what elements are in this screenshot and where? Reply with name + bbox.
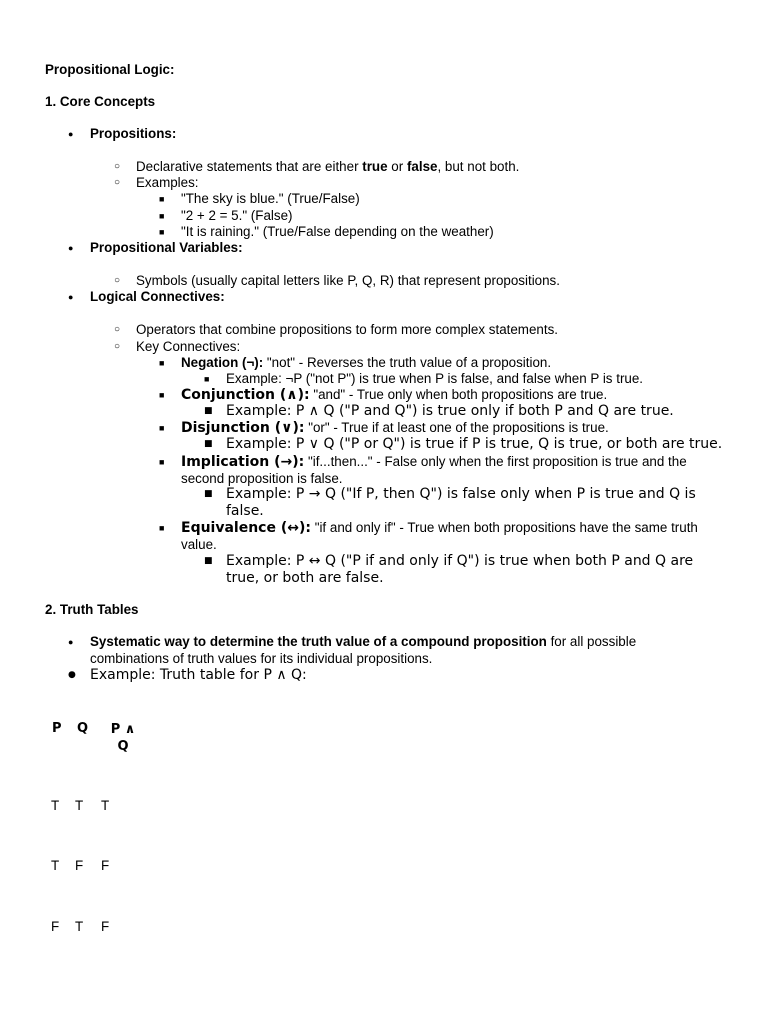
example-item: ■ "2 + 2 = 5." (False) xyxy=(181,208,292,225)
variables-definition: ○ Symbols (usually capital letters like P, Q, R) that represent propositions. xyxy=(136,273,736,290)
table-cell: T xyxy=(75,798,84,813)
section-heading-core-concepts: 1. Core Concepts xyxy=(45,94,156,109)
connective-disjunction: ■ Disjunction (∨): "or" - True if at least one of the propositions is true. xyxy=(181,420,741,437)
truth-tables-definition: ● Systematic way to determine the truth value of a compound proposition for all possible combinations of truth values for its individual propositions. xyxy=(90,634,690,667)
table-cell: F xyxy=(101,858,110,873)
connectives-definition: ○ Operators that combine propositions to form more complex statements. xyxy=(136,322,736,339)
table-header-p: P xyxy=(52,721,62,736)
bullet-propositions: ● Propositions: xyxy=(90,126,176,143)
bullet-propositional-variables: ● Propositional Variables: xyxy=(90,240,243,257)
examples-label: ○ Examples: xyxy=(136,175,199,192)
disjunction-example: ■ Example: P ∨ Q ("P or Q") is true if P is true, Q is true, or both are true. xyxy=(226,436,756,453)
table-cell: F xyxy=(75,858,84,873)
connective-negation: ■ Negation (¬): "not" - Reverses the truth value of a proposition. xyxy=(181,355,741,372)
example-item: ■ "It is raining." (True/False depending on the weather) xyxy=(181,224,494,241)
table-cell: T xyxy=(51,858,60,873)
table-cell: F xyxy=(101,919,110,934)
table-cell: F xyxy=(51,919,60,934)
table-header-p-and-q: P ∧ Q xyxy=(110,722,136,754)
table-cell: T xyxy=(51,798,60,813)
conjunction-example: ■ Example: P ∧ Q ("P and Q") is true only if both P and Q are true. xyxy=(226,403,746,420)
document-title: Propositional Logic: xyxy=(45,62,175,77)
section-heading-truth-tables: 2. Truth Tables xyxy=(45,602,139,617)
table-cell: T xyxy=(75,919,84,934)
key-connectives-label: ○ Key Connectives: xyxy=(136,339,240,356)
connective-implication: ■ Implication (→): "if...then..." - False only when the first proposition is true and the second proposition is false. xyxy=(181,454,721,488)
implication-example: ■ Example: P → Q ("If P, then Q") is false only when P is true and Q is false. xyxy=(226,486,706,520)
propositions-definition: ○ Declarative statements that are either true or false, but not both. xyxy=(136,159,736,176)
table-cell: T xyxy=(101,798,110,813)
negation-example: ■ Example: ¬P ("not P") is true when P is false, and false when P is true. xyxy=(226,371,746,388)
truth-table-example-label: ● Example: Truth table for P ∧ Q: xyxy=(90,667,307,684)
connective-equivalence: ■ Equivalence (↔): "if and only if" - True when both propositions have the same truth value. xyxy=(181,520,721,554)
bullet-logical-connectives: ● Logical Connectives: xyxy=(90,289,225,306)
connective-conjunction: ■ Conjunction (∧): "and" - True only when both propositions are true. xyxy=(181,387,741,404)
table-header-q: Q xyxy=(77,721,89,736)
equivalence-example: ■ Example: P ↔ Q ("P if and only if Q") is true when both P and Q are true, or both are false. xyxy=(226,553,706,587)
example-item: ■ "The sky is blue." (True/False) xyxy=(181,191,360,208)
